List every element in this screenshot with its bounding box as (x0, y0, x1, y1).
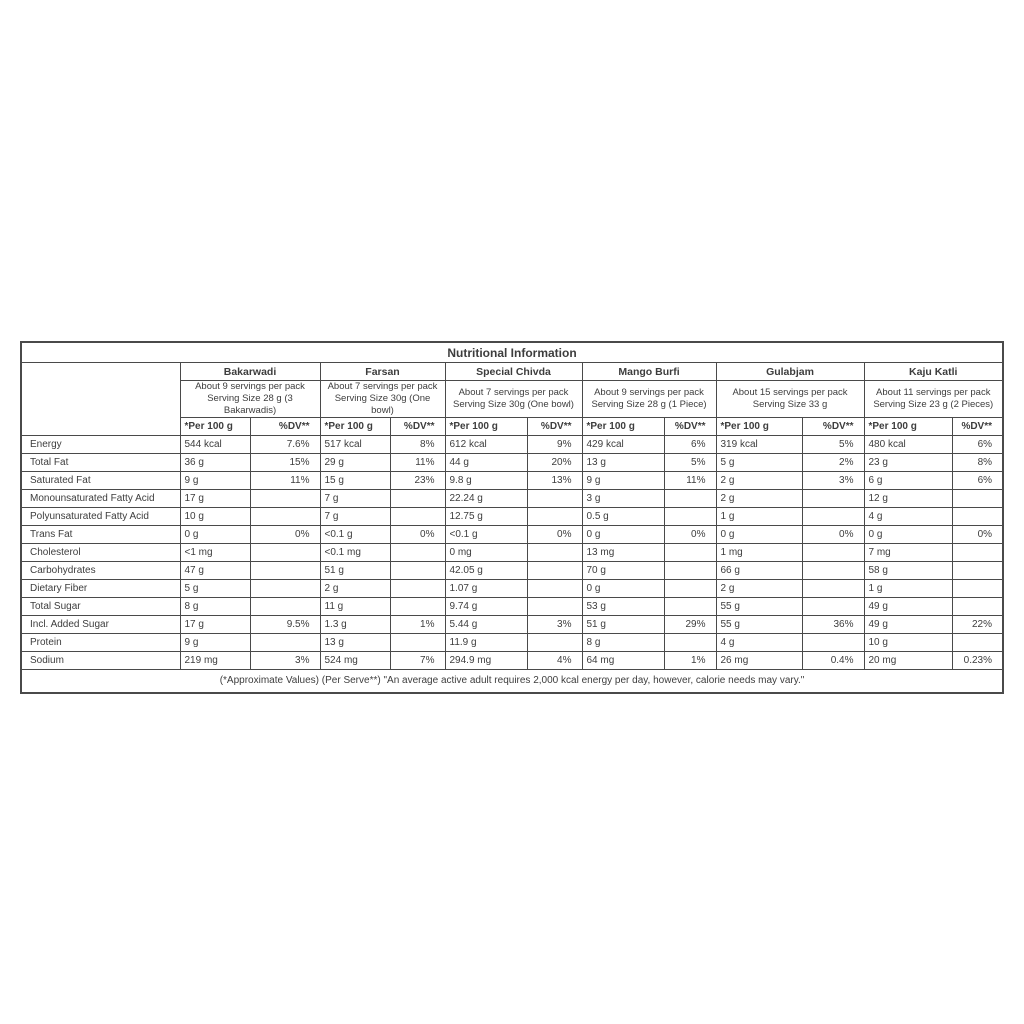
dv-value (390, 580, 445, 598)
per-100g-value: 319 kcal (716, 436, 802, 454)
dv-value: 3% (527, 616, 582, 634)
nutrient-label: Incl. Added Sugar (22, 616, 180, 634)
dv-value: 9.5% (250, 616, 320, 634)
per-100g-value: 4 g (864, 508, 952, 526)
dv-value (952, 544, 1002, 562)
dv-value: 0% (527, 526, 582, 544)
dv-value (802, 598, 864, 616)
dv-value (390, 508, 445, 526)
dv-value: 4% (527, 652, 582, 670)
serving-size: Serving Size 33 g (752, 399, 828, 410)
per-100g-value: 3 g (582, 490, 664, 508)
per-100g-header: *Per 100 g (864, 418, 952, 436)
serving-size: Serving Size 30g (One bowl) (453, 399, 574, 410)
dv-value (390, 544, 445, 562)
per-100g-value: 12.75 g (445, 508, 527, 526)
nutrient-label: Total Sugar (22, 598, 180, 616)
dv-value (802, 508, 864, 526)
table-title: Nutritional Information (22, 343, 1002, 363)
table-row (22, 634, 1002, 652)
nutrient-label: Carbohydrates (22, 562, 180, 580)
nutrient-label: Trans Fat (22, 526, 180, 544)
nutrient-label: Energy (22, 436, 180, 454)
table-row (22, 598, 1002, 616)
dv-value: 0.4% (802, 652, 864, 670)
dv-value (250, 508, 320, 526)
dv-value: 22% (952, 616, 1002, 634)
per-100g-value: 524 mg (320, 652, 390, 670)
product-serving-info (582, 381, 716, 418)
per-100g-value: 517 kcal (320, 436, 390, 454)
per-100g-value: 480 kcal (864, 436, 952, 454)
dv-header: %DV** (802, 418, 864, 436)
per-100g-value: 42.05 g (445, 562, 527, 580)
product-name: Gulabjam (716, 363, 864, 381)
per-100g-value: 9 g (180, 472, 250, 490)
table-row (22, 526, 1002, 544)
dv-value (527, 598, 582, 616)
per-100g-value: 26 mg (716, 652, 802, 670)
dv-value (952, 634, 1002, 652)
dv-value (390, 490, 445, 508)
per-100g-value: 10 g (864, 634, 952, 652)
per-100g-value: 429 kcal (582, 436, 664, 454)
table-row (22, 472, 1002, 490)
per-100g-value: 2 g (716, 490, 802, 508)
dv-value (250, 562, 320, 580)
per-100g-value: 15 g (320, 472, 390, 490)
per-100g-value: 55 g (716, 598, 802, 616)
per-100g-value: 17 g (180, 616, 250, 634)
nutrient-label: Cholesterol (22, 544, 180, 562)
per-100g-value: 7 mg (864, 544, 952, 562)
nutrition-table (20, 341, 1004, 694)
per-100g-value: 22.24 g (445, 490, 527, 508)
per-100g-value: 6 g (864, 472, 952, 490)
per-100g-value: 9.8 g (445, 472, 527, 490)
dv-value: 8% (952, 454, 1002, 472)
per-100g-value: 13 g (320, 634, 390, 652)
per-100g-value: 5 g (716, 454, 802, 472)
product-serving-info (180, 381, 320, 418)
per-100g-value: 0 g (864, 526, 952, 544)
dv-value: 2% (802, 454, 864, 472)
dv-value (802, 634, 864, 652)
product-name: Special Chivda (445, 363, 582, 381)
per-100g-header: *Per 100 g (716, 418, 802, 436)
per-100g-value: 612 kcal (445, 436, 527, 454)
per-100g-value: 1.07 g (445, 580, 527, 598)
dv-value: 36% (802, 616, 864, 634)
dv-header: %DV** (250, 418, 320, 436)
product-name: Kaju Katli (864, 363, 1002, 381)
dv-value: 5% (664, 454, 716, 472)
per-100g-value: 55 g (716, 616, 802, 634)
nutrient-label: Protein (22, 634, 180, 652)
dv-value (527, 490, 582, 508)
per-100g-value: 219 mg (180, 652, 250, 670)
dv-value: 6% (664, 436, 716, 454)
nutrition-grid (22, 343, 1002, 692)
dv-value (802, 544, 864, 562)
dv-value (390, 598, 445, 616)
per-100g-header: *Per 100 g (320, 418, 390, 436)
per-100g-value: 5.44 g (445, 616, 527, 634)
per-100g-value: 47 g (180, 562, 250, 580)
dv-value (664, 562, 716, 580)
per-100g-value: <0.1 g (320, 526, 390, 544)
per-100g-value: 0 mg (445, 544, 527, 562)
per-100g-value: 1.3 g (320, 616, 390, 634)
per-100g-value: 8 g (180, 598, 250, 616)
per-100g-value: 0 g (716, 526, 802, 544)
dv-value: 0.23% (952, 652, 1002, 670)
dv-value: 11% (250, 472, 320, 490)
per-100g-value: 0 g (582, 580, 664, 598)
table-row (22, 580, 1002, 598)
dv-value (664, 544, 716, 562)
per-100g-value: 2 g (716, 580, 802, 598)
servings-per-pack: About 9 servings per pack (195, 381, 305, 392)
table-row (22, 652, 1002, 670)
serving-size: Serving Size 28 g (1 Piece) (591, 399, 707, 410)
table-row (22, 544, 1002, 562)
dv-value (664, 490, 716, 508)
per-100g-value: 8 g (582, 634, 664, 652)
dv-value (250, 580, 320, 598)
dv-value (952, 598, 1002, 616)
dv-value: 8% (390, 436, 445, 454)
per-100g-value: 9.74 g (445, 598, 527, 616)
per-100g-value: 0.5 g (582, 508, 664, 526)
dv-value: 0% (390, 526, 445, 544)
per-100g-value: 66 g (716, 562, 802, 580)
table-row (22, 436, 1002, 454)
nutrient-label: Sodium (22, 652, 180, 670)
per-100g-value: 294.9 mg (445, 652, 527, 670)
product-name: Mango Burfi (582, 363, 716, 381)
dv-value: 11% (390, 454, 445, 472)
per-100g-header: *Per 100 g (582, 418, 664, 436)
dv-value (390, 634, 445, 652)
per-100g-value: 7 g (320, 508, 390, 526)
per-100g-value: 0 g (180, 526, 250, 544)
nutrient-header-blank (22, 363, 180, 436)
dv-value: 0% (250, 526, 320, 544)
per-100g-value: 13 mg (582, 544, 664, 562)
per-100g-value: 0 g (582, 526, 664, 544)
per-100g-value: 9 g (582, 472, 664, 490)
dv-value: 0% (802, 526, 864, 544)
dv-value: 5% (802, 436, 864, 454)
dv-value (664, 634, 716, 652)
per-100g-value: 2 g (716, 472, 802, 490)
dv-value: 6% (952, 472, 1002, 490)
per-100g-value: 12 g (864, 490, 952, 508)
dv-value (664, 508, 716, 526)
dv-value (250, 598, 320, 616)
per-100g-value: 29 g (320, 454, 390, 472)
per-100g-header: *Per 100 g (445, 418, 527, 436)
table-row (22, 562, 1002, 580)
per-100g-value: 51 g (582, 616, 664, 634)
per-100g-value: 4 g (716, 634, 802, 652)
dv-value (802, 490, 864, 508)
nutrient-label: Dietary Fiber (22, 580, 180, 598)
per-100g-value: 13 g (582, 454, 664, 472)
table-row (22, 616, 1002, 634)
dv-value: 11% (664, 472, 716, 490)
dv-value: 3% (802, 472, 864, 490)
dv-value: 9% (527, 436, 582, 454)
servings-per-pack: About 11 servings per pack (876, 387, 991, 398)
dv-value (664, 580, 716, 598)
dv-value (527, 634, 582, 652)
per-100g-value: 1 mg (716, 544, 802, 562)
dv-value: 29% (664, 616, 716, 634)
per-100g-value: 2 g (320, 580, 390, 598)
per-100g-value: 11 g (320, 598, 390, 616)
per-100g-value: 5 g (180, 580, 250, 598)
serving-size: Serving Size 30g (One bowl) (334, 393, 431, 416)
per-100g-value: 1 g (716, 508, 802, 526)
dv-value (527, 580, 582, 598)
dv-value: 6% (952, 436, 1002, 454)
dv-value (664, 598, 716, 616)
product-serving-info (864, 381, 1002, 418)
per-100g-value: 9 g (180, 634, 250, 652)
dv-value (952, 562, 1002, 580)
nutrient-label: Total Fat (22, 454, 180, 472)
per-100g-value: 64 mg (582, 652, 664, 670)
table-row (22, 490, 1002, 508)
dv-header: %DV** (664, 418, 716, 436)
serving-size: Serving Size 23 g (2 Pieces) (873, 399, 994, 410)
per-100g-value: <0.1 g (445, 526, 527, 544)
per-100g-value: 23 g (864, 454, 952, 472)
servings-per-pack: About 7 servings per pack (458, 387, 569, 398)
nutrient-label: Saturated Fat (22, 472, 180, 490)
table-row (22, 454, 1002, 472)
dv-header: %DV** (952, 418, 1002, 436)
per-100g-header: *Per 100 g (180, 418, 250, 436)
per-100g-value: 1 g (864, 580, 952, 598)
dv-value: 0% (952, 526, 1002, 544)
dv-value: 13% (527, 472, 582, 490)
per-100g-value: 49 g (864, 616, 952, 634)
per-100g-value: 10 g (180, 508, 250, 526)
dv-value (527, 562, 582, 580)
per-100g-value: 49 g (864, 598, 952, 616)
per-100g-value: 11.9 g (445, 634, 527, 652)
servings-per-pack: About 7 servings per pack (327, 381, 438, 392)
per-100g-value: 544 kcal (180, 436, 250, 454)
table-row (22, 508, 1002, 526)
dv-value (250, 544, 320, 562)
dv-value (802, 580, 864, 598)
serving-size: Serving Size 28 g (3 Bakarwadis) (207, 393, 293, 416)
per-100g-value: <0.1 mg (320, 544, 390, 562)
dv-header: %DV** (390, 418, 445, 436)
per-100g-value: 20 mg (864, 652, 952, 670)
dv-value: 7.6% (250, 436, 320, 454)
product-serving-info (445, 381, 582, 418)
dv-value: 0% (664, 526, 716, 544)
per-100g-value: 7 g (320, 490, 390, 508)
dv-value (952, 508, 1002, 526)
dv-value: 1% (664, 652, 716, 670)
per-100g-value: 44 g (445, 454, 527, 472)
per-100g-value: 70 g (582, 562, 664, 580)
dv-value (952, 580, 1002, 598)
per-100g-value: 36 g (180, 454, 250, 472)
dv-value: 3% (250, 652, 320, 670)
nutrient-label: Polyunsaturated Fatty Acid (22, 508, 180, 526)
dv-value (527, 508, 582, 526)
servings-per-pack: About 15 servings per pack (732, 387, 848, 398)
per-100g-value: 51 g (320, 562, 390, 580)
dv-value: 23% (390, 472, 445, 490)
dv-value: 1% (390, 616, 445, 634)
nutrient-label: Monounsaturated Fatty Acid (22, 490, 180, 508)
dv-header: %DV** (527, 418, 582, 436)
product-serving-info (716, 381, 864, 418)
dv-value (390, 562, 445, 580)
product-name: Bakarwadi (180, 363, 320, 381)
product-serving-info (320, 381, 445, 418)
servings-per-pack: About 9 servings per pack (594, 387, 704, 398)
dv-value (250, 490, 320, 508)
per-100g-value: 53 g (582, 598, 664, 616)
per-100g-value: 17 g (180, 490, 250, 508)
per-100g-value: 58 g (864, 562, 952, 580)
product-name: Farsan (320, 363, 445, 381)
dv-value (802, 562, 864, 580)
dv-value (527, 544, 582, 562)
dv-value: 20% (527, 454, 582, 472)
footnote: (*Approximate Values) (Per Serve**) "An average active adult requires 2,000 kcal energy per day, however, calorie needs may vary." (22, 670, 1002, 693)
dv-value: 15% (250, 454, 320, 472)
dv-value (250, 634, 320, 652)
dv-value (952, 490, 1002, 508)
per-100g-value: <1 mg (180, 544, 250, 562)
dv-value: 7% (390, 652, 445, 670)
